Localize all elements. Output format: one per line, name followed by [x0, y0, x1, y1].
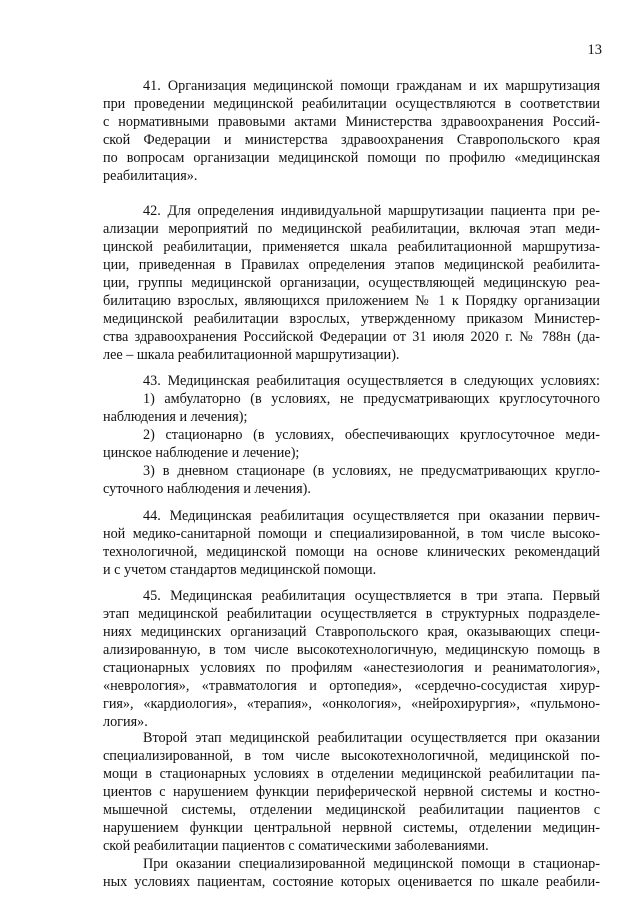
text-line: билитацию взрослых, являющихся приложением № 1 к Порядку организации — [103, 293, 600, 309]
text-line: по вопросам организации медицинской помощи по профилю «медицинская — [103, 150, 600, 166]
text-line: медицинской реабилитации взрослых, утвержденному приказом Министер- — [103, 311, 600, 327]
text-line: реабилитация». — [103, 168, 198, 184]
text-line: этап медицинской реабилитации осуществляется в структурных подразделе- — [103, 606, 600, 622]
text-line: технологичной, медицинской помощи на основе клинических рекомендаций — [103, 544, 600, 560]
text-line: 2) стационарно (в условиях, обеспечивающих круглосуточное меди- — [143, 427, 600, 443]
text-line: ции, приведенная в Правилах определения этапов медицинской реабилита- — [103, 257, 600, 273]
text-line: цинской реабилитации, применяется шкала реабилитационной маршрутиза- — [103, 239, 600, 255]
text-line: циентов с нарушением функции периферической нервной системы и костно- — [103, 784, 600, 800]
text-line: 1) амбулаторно (в условиях, не предусматривающих круглосуточного — [143, 391, 600, 407]
text-line: ных условиях пациентам, состояние которых оценивается по шкале реабили- — [103, 874, 600, 890]
text-line: суточного наблюдения и лечения). — [103, 481, 311, 497]
text-line: мышечной системы, отделении медицинской реабилитации пациентов с — [103, 802, 600, 818]
text-line: ниях медицинских организаций Ставропольского края, оказывающих специ- — [103, 624, 600, 640]
text-line: «неврология», «травматология и ортопедия», «сердечно-сосудистая хирур- — [103, 678, 600, 694]
text-line: При оказании специализированной медицинской помощи в стационар- — [143, 856, 600, 872]
text-line: логия». — [103, 714, 148, 730]
text-line: ализированную, в том числе высокотехнологичную, медицинскую помощь в — [103, 642, 600, 658]
text-line: с нормативными правовыми актами Министерства здравоохранения Россий- — [103, 114, 600, 130]
text-line: 42. Для определения индивидуальной маршрутизации пациента при ре- — [143, 203, 600, 219]
text-line: мощи в стационарных условиях в отделении медицинской реабилитации па- — [103, 766, 600, 782]
text-line: 41. Организация медицинской помощи гражданам и их маршрутизация — [143, 78, 600, 94]
text-line: при проведении медицинской реабилитации осуществляются в соответствии — [103, 96, 600, 112]
text-line: цинское наблюдение и лечение); — [103, 445, 300, 461]
text-line: нарушением функции центральной нервной системы, отделении медицин- — [103, 820, 600, 836]
text-line: 44. Медицинская реабилитация осуществляется при оказании первич- — [143, 508, 600, 524]
text-line: Второй этап медицинской реабилитации осуществляется при оказании — [143, 730, 600, 746]
text-line: ализации мероприятий по медицинской реабилитации, включая этап меди- — [103, 221, 600, 237]
text-line: наблюдения и лечения); — [103, 409, 248, 425]
text-line: и с учетом стандартов медицинской помощи. — [103, 562, 377, 578]
text-line: 3) в дневном стационаре (в условиях, не предусматривающих кругло- — [143, 463, 600, 479]
text-line: гия», «кардиология», «терапия», «онкология», «нейрохирургия», «пульмоно- — [103, 696, 600, 712]
page-number: 13 — [587, 42, 602, 58]
text-line: ской Федерации и министерства здравоохранения Ставропольского края — [103, 132, 600, 148]
text-line: ции, группы медицинской организации, осуществляющей медицинскую реа- — [103, 275, 600, 291]
text-line: 45. Медицинская реабилитация осуществляется в три этапа. Первый — [143, 588, 600, 604]
text-line: ства здравоохранения Российской Федерации от 31 июля 2020 г. № 788н (да- — [103, 329, 600, 345]
text-line: специализированной, в том числе высокотехнологичной, медицинской по- — [103, 748, 600, 764]
text-line: 43. Медицинская реабилитация осуществляется в следующих условиях: — [143, 373, 600, 389]
text-line: ской реабилитации пациентов с соматическими заболеваниями. — [103, 838, 489, 854]
text-line: лее – шкала реабилитационной маршрутизации). — [103, 347, 400, 363]
text-line: ной медико-санитарной помощи и специализированной, в том числе высоко- — [103, 526, 600, 542]
text-line: стационарных условиях по профилям «анестезиология и реаниматология», — [103, 660, 600, 676]
